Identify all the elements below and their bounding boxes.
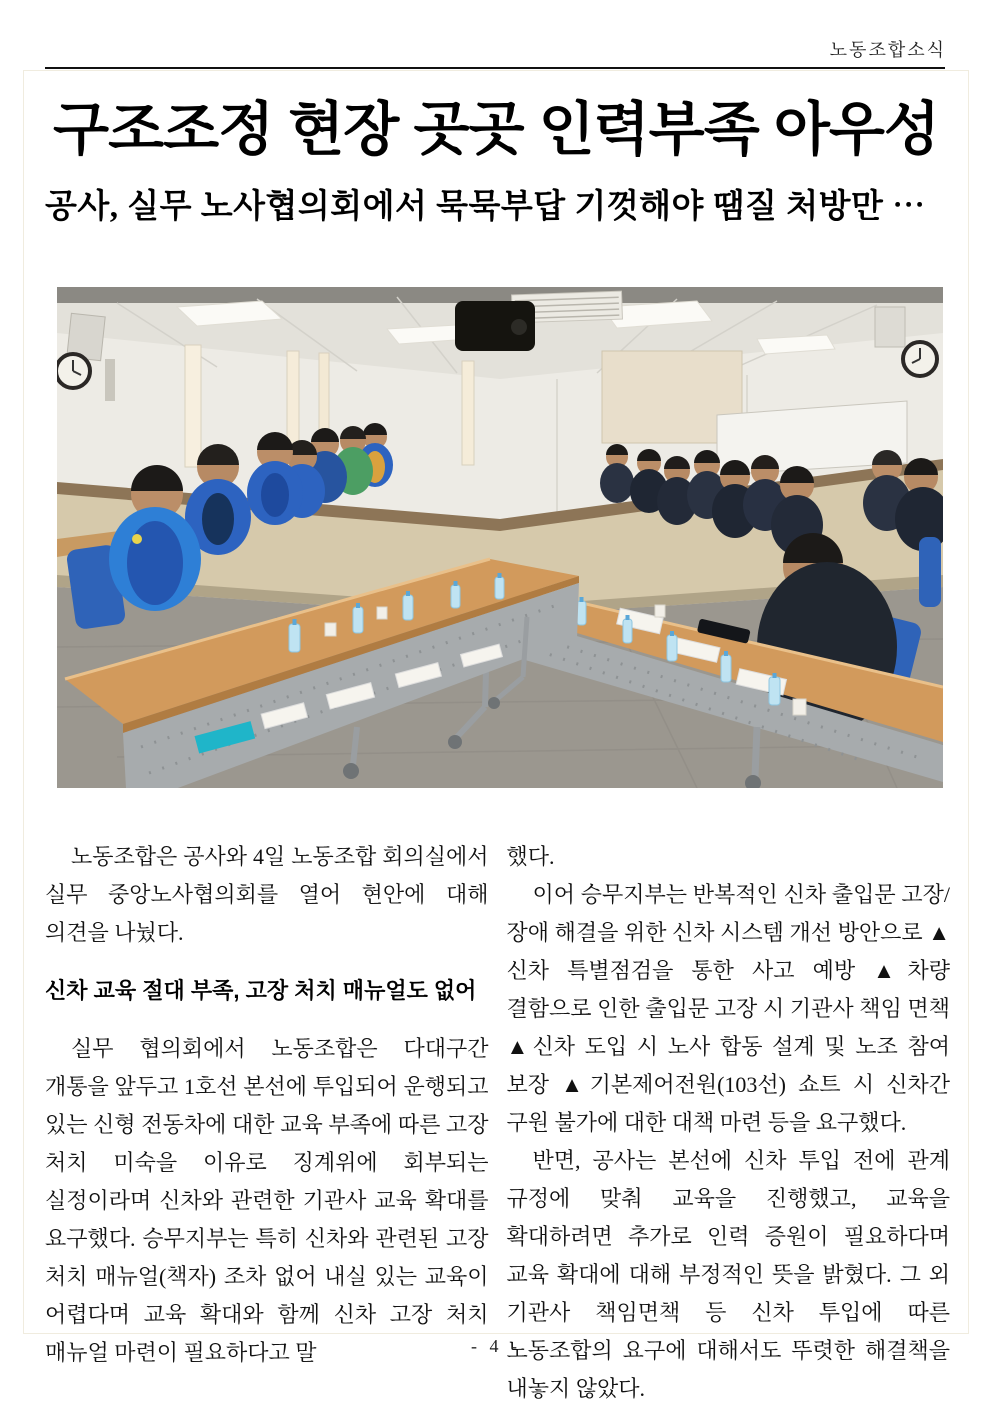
- article-subheadline: 공사, 실무 노사협의회에서 묵묵부답 기껏해야 땜질 처방만 ⋯: [45, 189, 926, 225]
- body-paragraph: 반면, 공사는 본선에 신차 투입 전에 관계 규정에 맞춰 교육을 진행했고, 교육을 확대하려면 추가로 인력 증원이 필요하다며 교육 확대에 대해 부정적인 뜻을 밝혔다. 그 외 기관사 책임면책 등 신차 투입에 따른 노동조합의 요구에 대해서도 뚜렷한 해결책을 내놓지 않았다.: [506, 1148, 950, 1401]
- page-number: - 4 -: [471, 1336, 521, 1356]
- article-headline: 구조조정 현장 곳곳 인력부족 아우성: [53, 97, 939, 162]
- article-body: [45, 838, 950, 1403]
- projector-icon: [455, 301, 535, 351]
- body-paragraph: 했다.: [506, 844, 555, 869]
- wall-gauge-icon: [105, 359, 115, 401]
- body-paragraph: 이어 승무지부는 반복적인 신차 출입문 고장/장애 해결을 위한 신차 시스템 개선 방안으로 ▲신차 특별점검을 통한 사고 예방 ▲차량 결함으로 인한 출입문 고장 시 기관사 책임 면책 ▲신차 도입 시 노사 합동 설계 및 노조 참여 보장 ▲기본제어전원(103선) 쇼트 시 신차간 구원 불가에 대한 대책 마련 등을 요구했다.: [506, 882, 950, 1135]
- speaker-right-icon: [875, 307, 905, 347]
- body-paragraph: 노동조합은 공사와 4일 노동조합 회의실에서 실무 중앙노사협의회를 열어 현안에 대해 의견을 나눴다.: [45, 844, 489, 945]
- wall-clock-left-icon: [57, 354, 90, 388]
- column-subheading: 신차 교육 절대 부족, 고장 처치 매뉴얼도 없어: [45, 978, 477, 1003]
- meeting-photo: [57, 287, 943, 788]
- right-column: [507, 838, 951, 1403]
- wall-clock-right-icon: [903, 342, 937, 376]
- left-column: [45, 838, 489, 1403]
- body-paragraph: 실무 협의회에서 노동조합은 다대구간 개통을 앞두고 1호선 본선에 투입되어 운행되고 있는 신형 전동차에 대한 교육 부족에 따른 고장 처치 미숙을 이유로 징계위에 회부되는 실정이라며 신차와 관련한 기관사 교육 확대를 요구했다. 승무지부는 특히 신차와 관련된 고장 처치 매뉴얼(책자) 조차 없어 내실 있는 교육이 어렵다며 교육 확대와 함께 신차 고장 처치 매뉴얼 마련이 필요하다고 말: [45, 1036, 489, 1365]
- header-rule: [45, 67, 945, 69]
- section-label: 노동조합소식: [829, 40, 946, 60]
